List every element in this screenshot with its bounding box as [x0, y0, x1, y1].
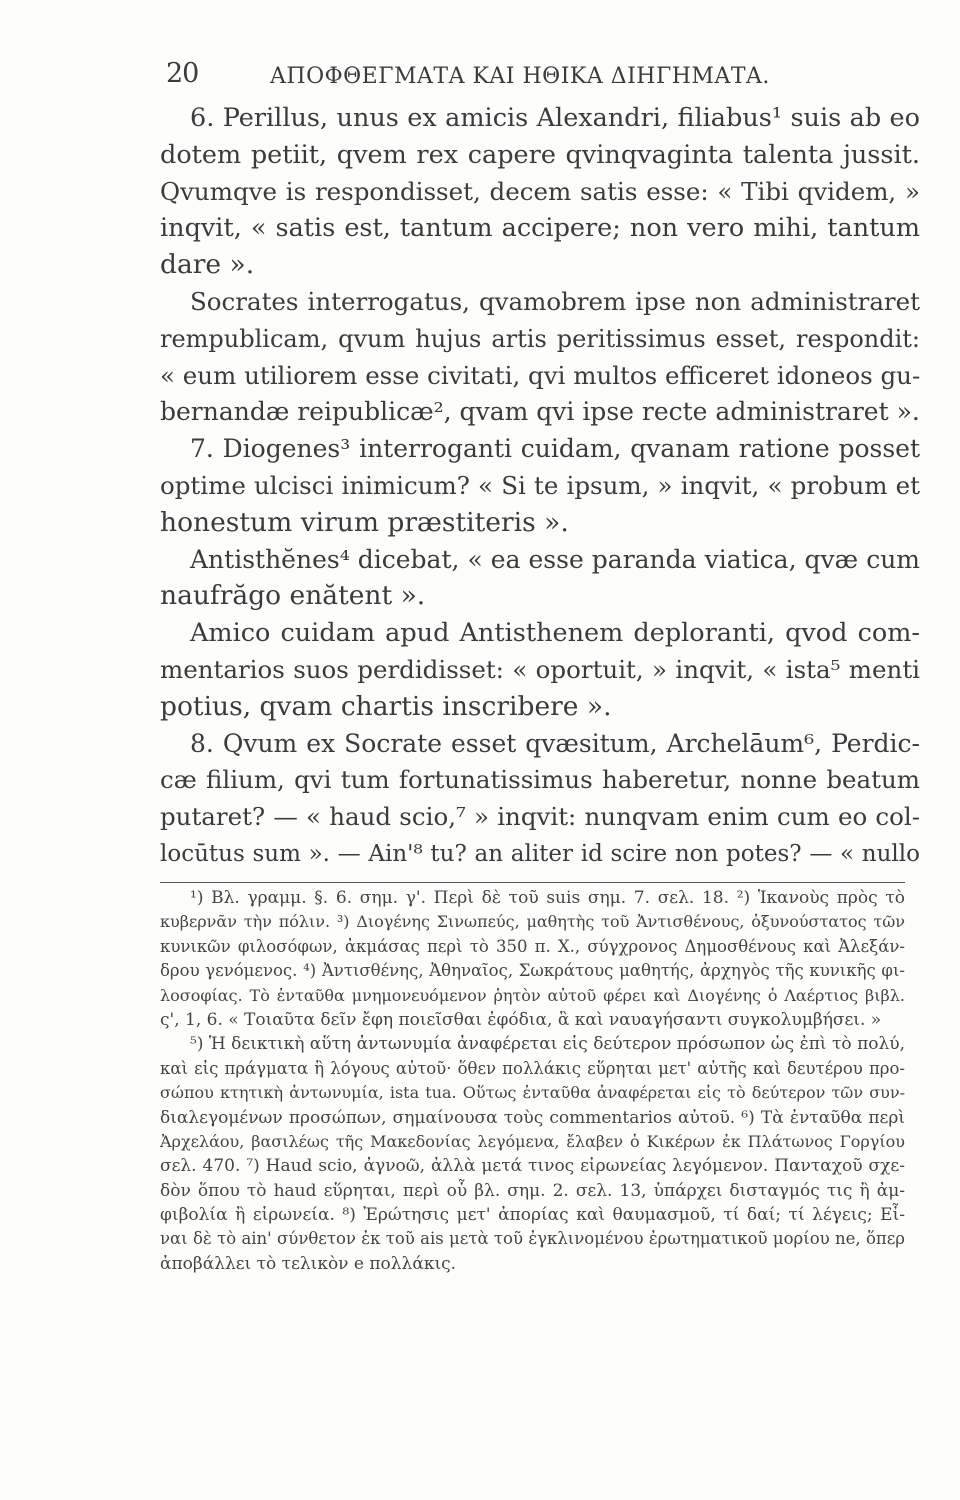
footnote-line: σελ. 470. ⁷) Haud scio, ἀγνοῶ, ἀλλὰ μετά τινος εἰρωνείας λεγόμενον. Πανταχοῦ σχε-	[160, 1156, 905, 1177]
body-line: optime ulcisci inimicum? « Si te ipsum, » inqvit, « probum et	[160, 470, 920, 500]
body-line: dotem petiit, qvem rex capere qvinqvaginta talenta jussit.	[160, 139, 920, 170]
body-line: cæ filium, qvi tum fortunatissimus haberetur, nonne beatum	[160, 765, 920, 795]
body-line: inqvit, « satis est, tantum accipere; non vero mihi, tantum	[160, 213, 920, 244]
body-line: locūtus sum ». — Ain'⁸ tu? an aliter id scire non potes? — « nullo	[160, 840, 920, 867]
footnote-line: ς', 1, 6. « Τοιαῦτα δεῖν ἔφη ποιεῖσθαι ἐφόδια, ἃ καὶ ναυαγήσαντι συγκολυμβήσει. »	[160, 1009, 882, 1030]
body-line: honestum virum præstiteris ».	[160, 506, 569, 538]
body-line: dare ».	[160, 249, 255, 281]
body-line: putaret? — « haud scio,⁷ » inqvit: nunqvam enim cum eo col-	[160, 802, 920, 832]
footnote-line: δὸν ὅπου τὸ haud εὕρηται, περὶ οὗ βλ. σημ. 2. σελ. 13, ὑπάρχει δισταγμός τις ἢ ἀμ-	[160, 1180, 905, 1201]
body-line: 6. Perillus, unus ex amicis Alexandri, filiabus¹ suis ab eo	[190, 103, 920, 133]
page-header	[166, 58, 786, 98]
footnote-line: σώπου κτητικὴ ἀντωνυμία, ista tua. Οὕτως ἐνταῦθα ἀναφέρεται εἰς τὸ δεύτερον τῶν συν-	[160, 1083, 905, 1103]
main-text	[160, 100, 920, 873]
body-line: Antisthĕnes⁴ dicebat, « ea esse paranda viatica, qvæ cum	[190, 544, 920, 574]
footnote-line: δρου γενόμενος. ⁴) Ἀντισθένης, Ἀθηναῖος, Σωκράτους μαθητής, ἀρχηγὸς τῆς κυνικῆς φι-	[160, 961, 905, 981]
footnote-line: ¹) Βλ. γραμμ. §. 6. σημ. γ'. Περὶ δὲ τοῦ suis σημ. 7. σελ. 18. ²) Ἱκανοὺς πρὸς τὸ	[190, 888, 905, 908]
footnote-line: ⁵) Ἡ δεικτικὴ αὕτη ἀντωνυμία ἀναφέρεται εἰς δεύτερον πρόσωπον ὡς ἐπὶ τὸ πολύ,	[190, 1034, 905, 1055]
footnote-line: ναι δὲ τὸ ain' σύνθετον ἐκ τοῦ ais μετὰ τοῦ ἐγκλινομένου ἐρωτηματικοῦ μορίου ne, ὅπερ	[160, 1229, 905, 1249]
footnote-line: κυβερνᾶν τὴν πόλιν. ³) Διογένης Σινωπεύς, μαθητὴς τοῦ Ἀντισθένους, ὀξυνούστατος τῶν	[160, 912, 905, 932]
footnote-divider	[160, 882, 905, 883]
footnote-line: καὶ εἰς πράγματα ἢ λόγους αὐτοῦ· ὅθεν πολλάκις εὕρηται μετ' αὐτῆς καὶ δευτέρου προ-	[160, 1058, 905, 1078]
footnote-line: φιβολία ἢ εἰρωνεία. ⁸) Ἐρώτησις μετ' ἀπορίας καὶ θαυμασμοῦ, τί δαί; τί λέγεις; Εἶ-	[160, 1205, 905, 1226]
footnotes	[160, 886, 905, 1276]
footnote-line: Ἀρχελάου, βασιλέως τῆς Μακεδονίας λεγόμενα, ἔλαβεν ὁ Κικέρων ἐκ Πλάτωνος Γοργίου	[160, 1131, 905, 1151]
running-title: ΑΠΟΦΘΕΓΜΑΤΑ ΚΑΙ ΗΘΙΚΑ ΔΙΗΓΗΜΑΤΑ.	[270, 64, 770, 89]
body-line: potius, qvam chartis inscribere ».	[160, 690, 612, 722]
footnote-line: διαλεγομένων προσώπων, σημαίνουσα τοὺς commentarios αὐτοῦ. ⁶) Τὰ ἐνταῦθα περὶ	[160, 1107, 905, 1128]
footnote-line: κυνικῶν φιλοσόφων, ἀκμάσας περὶ τὸ 350 π. Χ., σύγχρονος Δημοσθένους καὶ Ἀλεξάν-	[160, 936, 905, 956]
body-line: Amico cuidam apud Antisthenem deploranti, qvod com-	[190, 618, 920, 649]
body-line: 7. Diogenes³ interroganti cuidam, qvanam ratione posset	[190, 434, 920, 464]
body-line: rempublicam, qvum hujus artis peritissimus esset, respondit:	[160, 324, 920, 353]
footnote-line: λοσοφίας. Τὸ ἐνταῦθα μνημονευόμενον ῥητὸν αὐτοῦ φέρει καὶ Διογένης ὁ Λαέρτιος βιβλ.	[160, 985, 905, 1005]
body-line: bernandæ reipublicæ², qvam qvi ipse recte administraret ».	[160, 397, 920, 427]
body-line: Qvumqve is respondisset, decem satis esse: « Tibi qvidem, »	[160, 176, 920, 206]
body-line: mentarios suos perdidisset: « oportuit, » inqvit, « ista⁵ menti	[160, 654, 920, 684]
page-number: 20	[166, 58, 199, 89]
body-line: Socrates interrogatus, qvamobrem ipse non administraret	[190, 286, 920, 316]
body-line: « eum utiliorem esse civitati, qvi multos efficeret idoneos gu-	[160, 360, 921, 390]
footnote-line: ἀποβάλλει τὸ τελικὸν e πολλάκις.	[160, 1253, 457, 1274]
body-line: 8. Qvum ex Socrate esset qvæsitum, Archelāum⁶, Perdic-	[190, 728, 920, 758]
body-line: naufrăgo enătent ».	[160, 580, 426, 612]
